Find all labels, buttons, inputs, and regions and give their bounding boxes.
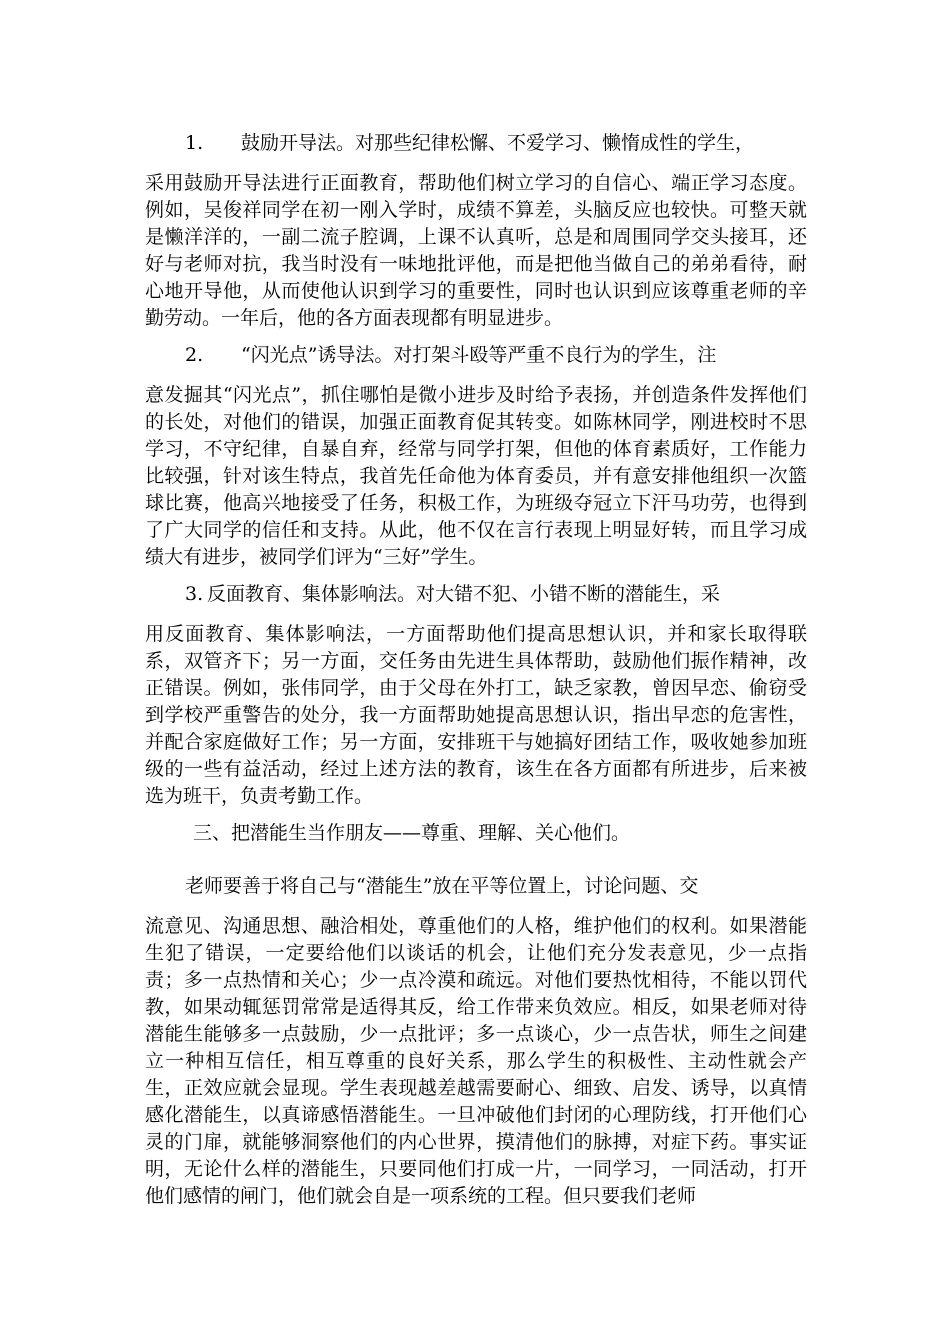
method-item-first-line xyxy=(145,342,807,369)
document-page xyxy=(145,130,807,1210)
method-item-first-line xyxy=(145,130,807,157)
method-body: 意发掘其“闪光点”，抓住哪怕是微小进步及时给予表扬，并创造条件发挥他们的长处，对他们的错误，加强正面教育促其转变。如陈林同学，刚进校时不思学习，不守纪律，自暴自弃，经常与同学打架，但他的体育素质好，工作能力比较强，针对该生特点，我首先任命他为体育委员，并有意安排他组织一次篮球比赛，他高兴地接受了任务，积极工作，为班级夺冠立下汗马功劳，也得到了广大同学的信任和支持。从此，他不仅在言行表现上明显好转，而且学习成绩大有进步，被同学们评为“三好”学生。 xyxy=(145,384,807,568)
method-number: 1. xyxy=(185,132,204,154)
closing-paragraph xyxy=(145,873,807,1210)
closing-body: 流意见、沟通思想、融洽相处，尊重他们的人格，维护他们的权利。如果潜能生犯了错误，一定要给他们以谈话的机会，让他们充分发表意见，少一点指责；多一点热情和关心；少一点冷漠和疏远。对他们要热忱相待，不能以罚代教，如果动辄惩罚常常是适得其反，给工作带来负效应。相反，如果老师对待潜能生能够多一点鼓励，少一点批评；多一点谈心，少一点告状，师生之间建立一种相互信任，相互尊重的良好关系，那么学生的积极性、主动性就会产生，正效应就会显现。学生表现越差越需要耐心、细致、启发、诱导，以真情感化潜能生，以真谛感悟潜能生。一旦冲破他们封闭的心理防线，打开他们心灵的门扉，就能够洞察他们的内心世界，摸清他们的脉搏，对症下药。事实证明，无论什么样的潜能生，只要同他们打成一片，一同学习，一同活动，打开他们感情的闸门，他们就会自是一项系统的工程。但只要我们老师 xyxy=(145,915,807,1207)
method-lead: “闪光点”诱导法。对打架斗殴等严重不良行为的学生，注 xyxy=(241,344,717,366)
method-item-2 xyxy=(145,342,807,571)
method-number: 2. xyxy=(185,344,204,366)
section-heading: 三、把潜能生当作朋友——尊重、理解、关心他们。 xyxy=(193,822,631,844)
method-lead: 鼓励开导法。对那些纪律松懈、不爱学习、懒惰成性的学生， xyxy=(241,132,755,154)
method-lead: 反面教育、集体影响法。对大错不犯、小错不断的潜能生，采 xyxy=(207,583,721,605)
method-body: 用反面教育、集体影响法，一方面帮助他们提高思想认识，并和家长取得联系，双管齐下；另一方面，交任务由先进生具体帮助，鼓励他们振作精神，改正错误。例如，张伟同学，由于父母在外打工，缺乏家教，曾因早恋、偷窃受到学校严重警告的处分，我一方面帮助她提高思想认识，指出早恋的危害性，并配合家庭做好工作；另一方面，安排班干与她搞好团结工作，吸收她参加班级的一些有益活动，经过上述方法的教育，该生在各方面都有所进步，后来被选为班干，负责考勤工作。 xyxy=(145,623,807,807)
method-number: 3. xyxy=(185,583,204,605)
closing-first-line: 老师要善于将自己与“潜能生”放在平等位置上，讨论问题、交 xyxy=(185,875,699,897)
method-item-3 xyxy=(145,581,807,810)
method-item-1 xyxy=(145,130,807,332)
method-item-first-line xyxy=(145,581,807,608)
method-body: 采用鼓励开导法进行正面教育，帮助他们树立学习的自信心、端正学习态度。例如，吴俊祥同学在初一刚入学时，成绩不算差，头脑反应也较快。可整天就是懒洋洋的，一副二流子腔调，上课不认真听，总是和周围同学交头接耳，还好与老师对抗，我当时没有一味地批评他，而是把他当做自己的弟弟看待，耐心地开导他，从而使他认识到学习的重要性，同时也认识到应该尊重老师的辛勤劳动。一年后，他的各方面表现都有明显进步。 xyxy=(145,172,807,329)
